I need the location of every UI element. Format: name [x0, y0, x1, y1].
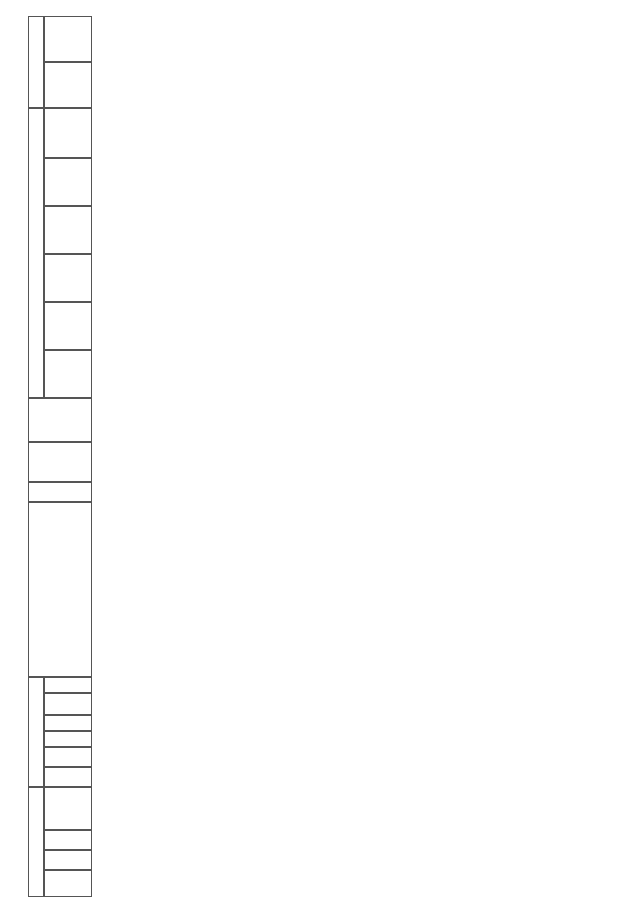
- header-budget-sub: [44, 870, 92, 897]
- header-additional-code: [28, 677, 44, 787]
- header-target-group: [28, 16, 44, 108]
- header-budget-code: [28, 787, 44, 897]
- header-year: [44, 254, 92, 302]
- header-year: [44, 302, 92, 350]
- header-target-value: [44, 62, 92, 108]
- header-budget-sub: [44, 850, 92, 870]
- header-additional-sub: [44, 693, 92, 715]
- header-target-year: [44, 16, 92, 62]
- header-years-group: [28, 108, 44, 398]
- header-goals: [28, 502, 92, 677]
- header-additional-sub: [44, 715, 92, 731]
- header-year: [44, 350, 92, 398]
- header-fact-value: [28, 442, 92, 482]
- header-finance: [28, 398, 92, 442]
- header-additional-sub: [44, 747, 92, 767]
- header-additional-sub: [44, 731, 92, 747]
- header-additional-sub: [44, 767, 92, 787]
- header-additional-sub: [44, 677, 92, 693]
- header-budget-sub: [44, 830, 92, 850]
- header-unit: [28, 482, 92, 502]
- header-budget-sub: [44, 787, 92, 830]
- header-year: [44, 158, 92, 206]
- header-year: [44, 108, 92, 158]
- header-year: [44, 206, 92, 254]
